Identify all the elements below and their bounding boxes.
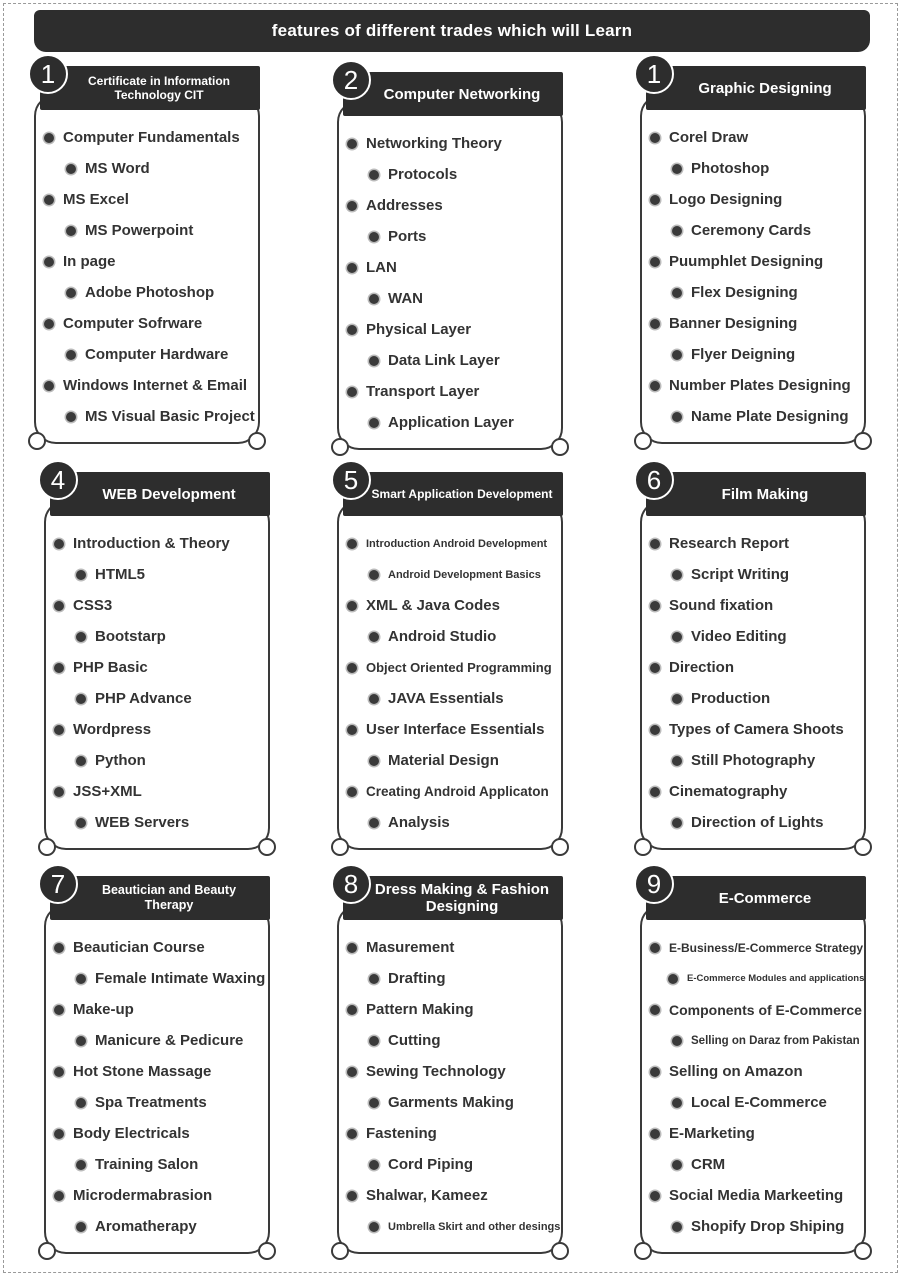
- bullet-icon: [369, 1098, 379, 1108]
- list-item: Still Photography: [650, 745, 866, 776]
- list-item: JAVA Essentials: [347, 683, 563, 714]
- list-item: WEB Servers: [54, 807, 270, 838]
- bullet-icon: [347, 201, 357, 211]
- bullet-icon: [44, 319, 54, 329]
- bullet-icon: [672, 1098, 682, 1108]
- bullet-icon: [672, 756, 682, 766]
- bullet-icon: [369, 974, 379, 984]
- bullet-icon: [76, 694, 86, 704]
- bullet-icon: [672, 1160, 682, 1170]
- bullet-icon: [54, 663, 64, 673]
- list-item: Name Plate Designing: [650, 401, 866, 432]
- bullet-icon: [369, 170, 379, 180]
- list-item: Garments Making: [347, 1087, 563, 1118]
- bullet-icon: [369, 294, 379, 304]
- list-item: E-Marketing: [650, 1118, 866, 1149]
- bullet-icon: [369, 232, 379, 242]
- item-list: [44, 122, 260, 432]
- card-title: Beautician and Beauty Therapy: [50, 876, 270, 920]
- list-item: Android Development Basics: [347, 559, 563, 590]
- bullet-icon: [650, 381, 660, 391]
- list-item: Selling on Daraz from Pakistan: [650, 1025, 866, 1056]
- list-item: PHP Basic: [54, 652, 270, 683]
- bullet-icon: [76, 818, 86, 828]
- card-cit: [30, 59, 266, 454]
- bullet-icon: [54, 1191, 64, 1201]
- card-title: Computer Networking: [343, 72, 563, 116]
- bullet-icon: [369, 756, 379, 766]
- list-item: Android Studio: [347, 621, 563, 652]
- bullet-icon: [54, 539, 64, 549]
- list-item: Local E-Commerce: [650, 1087, 866, 1118]
- list-item: Cord Piping: [347, 1149, 563, 1180]
- bullet-icon: [66, 288, 76, 298]
- bullet-icon: [54, 1067, 64, 1077]
- bullet-icon: [650, 133, 660, 143]
- list-item: Sound fixation: [650, 590, 866, 621]
- list-item: E-Business/E-Commerce Strategy: [650, 932, 866, 963]
- list-item: Ceremony Cards: [650, 215, 866, 246]
- list-item: Shalwar, Kameez: [347, 1180, 563, 1211]
- list-item: Windows Internet & Email: [44, 370, 260, 401]
- item-list: [347, 932, 563, 1242]
- card-beautician: [40, 869, 276, 1264]
- bullet-icon: [54, 601, 64, 611]
- list-item: Spa Treatments: [54, 1087, 270, 1118]
- card-title: Film Making: [646, 472, 866, 516]
- list-item: Drafting: [347, 963, 563, 994]
- list-item: XML & Java Codes: [347, 590, 563, 621]
- list-item: Protocols: [347, 159, 563, 190]
- list-item: Selling on Amazon: [650, 1056, 866, 1087]
- list-item: Python: [54, 745, 270, 776]
- list-item: Types of Camera Shoots: [650, 714, 866, 745]
- list-item: MS Word: [44, 153, 260, 184]
- list-item: Direction: [650, 652, 866, 683]
- list-item: Introduction & Theory: [54, 528, 270, 559]
- bullet-icon: [347, 325, 357, 335]
- bullet-icon: [650, 1005, 660, 1015]
- list-item: Aromatherapy: [54, 1211, 270, 1242]
- item-list: [54, 932, 270, 1242]
- bullet-icon: [66, 226, 76, 236]
- list-item: Production: [650, 683, 866, 714]
- bullet-icon: [672, 818, 682, 828]
- list-item: Flyer Deigning: [650, 339, 866, 370]
- bullet-icon: [672, 412, 682, 422]
- list-item: Cutting: [347, 1025, 563, 1056]
- list-item: Addresses: [347, 190, 563, 221]
- card-title: Dress Making & Fashion Designing: [343, 876, 563, 920]
- bullet-icon: [76, 1036, 86, 1046]
- card-title: E-Commerce: [646, 876, 866, 920]
- card-number: 9: [634, 864, 674, 904]
- item-list: [54, 528, 270, 838]
- list-item: Body Electricals: [54, 1118, 270, 1149]
- list-item: Beautician Course: [54, 932, 270, 963]
- list-item: Application Layer: [347, 407, 563, 438]
- bullet-icon: [347, 787, 357, 797]
- bullet-icon: [347, 387, 357, 397]
- bullet-icon: [672, 1036, 682, 1046]
- list-item: Corel Draw: [650, 122, 866, 153]
- list-item: Masurement: [347, 932, 563, 963]
- list-item: Fastening: [347, 1118, 563, 1149]
- list-item: Analysis: [347, 807, 563, 838]
- bullet-icon: [347, 539, 357, 549]
- bullet-icon: [650, 195, 660, 205]
- bullet-icon: [369, 1160, 379, 1170]
- list-item: CSS3: [54, 590, 270, 621]
- list-item: Computer Sofrware: [44, 308, 260, 339]
- list-item: In page: [44, 246, 260, 277]
- card-film-making: [636, 465, 872, 860]
- bullet-icon: [650, 1191, 660, 1201]
- list-item: Social Media Markeeting: [650, 1180, 866, 1211]
- bullet-icon: [44, 133, 54, 143]
- bullet-icon: [44, 195, 54, 205]
- list-item: Video Editing: [650, 621, 866, 652]
- bullet-icon: [650, 601, 660, 611]
- card-number: 4: [38, 460, 78, 500]
- card-web-development: [40, 465, 276, 860]
- card-e-commerce: [636, 869, 872, 1264]
- list-item: Bootstarp: [54, 621, 270, 652]
- bullet-icon: [650, 787, 660, 797]
- card-number: 8: [331, 864, 371, 904]
- bullet-icon: [347, 263, 357, 273]
- bullet-icon: [76, 1160, 86, 1170]
- bullet-icon: [369, 818, 379, 828]
- bullet-icon: [369, 1036, 379, 1046]
- bullet-icon: [347, 725, 357, 735]
- card-smart-application: [333, 465, 569, 860]
- bullet-icon: [76, 570, 86, 580]
- list-item: Number Plates Designing: [650, 370, 866, 401]
- bullet-icon: [650, 1067, 660, 1077]
- bullet-icon: [369, 418, 379, 428]
- list-item: Female Intimate Waxing: [54, 963, 270, 994]
- bullet-icon: [668, 974, 678, 984]
- card-networking: [333, 65, 569, 460]
- bullet-icon: [347, 601, 357, 611]
- card-title: Graphic Designing: [646, 66, 866, 110]
- bullet-icon: [650, 725, 660, 735]
- card-title: Smart Application Development: [343, 472, 563, 516]
- bullet-icon: [347, 1067, 357, 1077]
- list-item: Transport Layer: [347, 376, 563, 407]
- card-title: Certificate in Information Technology CIT: [40, 66, 260, 110]
- bullet-icon: [54, 1129, 64, 1139]
- bullet-icon: [76, 756, 86, 766]
- bullet-icon: [650, 539, 660, 549]
- bullet-icon: [369, 356, 379, 366]
- bullet-icon: [347, 139, 357, 149]
- bullet-icon: [76, 1098, 86, 1108]
- card-number: 6: [634, 460, 674, 500]
- list-item: Microdermabrasion: [54, 1180, 270, 1211]
- card-dress-making: [333, 869, 569, 1264]
- list-item: Data Link Layer: [347, 345, 563, 376]
- list-item: LAN: [347, 252, 563, 283]
- bullet-icon: [672, 694, 682, 704]
- list-item: Cinematography: [650, 776, 866, 807]
- list-item: PHP Advance: [54, 683, 270, 714]
- list-item: Make-up: [54, 994, 270, 1025]
- list-item: Physical Layer: [347, 314, 563, 345]
- list-item: Ports: [347, 221, 563, 252]
- item-list: [650, 122, 866, 432]
- list-item: Pattern Making: [347, 994, 563, 1025]
- bullet-icon: [44, 257, 54, 267]
- bullet-icon: [672, 632, 682, 642]
- card-number: 7: [38, 864, 78, 904]
- bullet-icon: [650, 1129, 660, 1139]
- bullet-icon: [369, 570, 379, 580]
- list-item: Flex Designing: [650, 277, 866, 308]
- list-item: JSS+XML: [54, 776, 270, 807]
- list-item: Shopify Drop Shiping: [650, 1211, 866, 1242]
- bullet-icon: [672, 288, 682, 298]
- bullet-icon: [44, 381, 54, 391]
- item-list: [347, 528, 563, 838]
- list-item: Computer Fundamentals: [44, 122, 260, 153]
- bullet-icon: [672, 570, 682, 580]
- bullet-icon: [347, 663, 357, 673]
- list-item: Script Writing: [650, 559, 866, 590]
- list-item: Direction of Lights: [650, 807, 866, 838]
- bullet-icon: [369, 632, 379, 642]
- bullet-icon: [650, 257, 660, 267]
- list-item: Networking Theory: [347, 128, 563, 159]
- list-item: Components of E-Commerce: [650, 994, 866, 1025]
- bullet-icon: [347, 1005, 357, 1015]
- card-number: 5: [331, 460, 371, 500]
- bullet-icon: [54, 1005, 64, 1015]
- bullet-icon: [76, 974, 86, 984]
- list-item: Adobe Photoshop: [44, 277, 260, 308]
- list-item: Puumphlet Designing: [650, 246, 866, 277]
- card-number: 2: [331, 60, 371, 100]
- list-item: Logo Designing: [650, 184, 866, 215]
- list-item: Creating Android Applicaton: [347, 776, 563, 807]
- list-item: Material Design: [347, 745, 563, 776]
- list-item: Sewing Technology: [347, 1056, 563, 1087]
- list-item: Manicure & Pedicure: [54, 1025, 270, 1056]
- bullet-icon: [66, 412, 76, 422]
- bullet-icon: [650, 319, 660, 329]
- item-list: [347, 128, 563, 438]
- list-item: MS Powerpoint: [44, 215, 260, 246]
- list-item: Umbrella Skirt and other desings: [347, 1211, 563, 1242]
- bullet-icon: [650, 943, 660, 953]
- bullet-icon: [66, 350, 76, 360]
- bullet-icon: [672, 164, 682, 174]
- bullet-icon: [54, 725, 64, 735]
- list-item: CRM: [650, 1149, 866, 1180]
- bullet-icon: [369, 1222, 379, 1232]
- list-item: User Interface Essentials: [347, 714, 563, 745]
- page-title: features of different trades which will Learn: [34, 10, 870, 52]
- bullet-icon: [347, 1191, 357, 1201]
- card-title: WEB Development: [50, 472, 270, 516]
- list-item: Object Oriented Programming: [347, 652, 563, 683]
- bullet-icon: [76, 632, 86, 642]
- list-item: Introduction Android Development: [347, 528, 563, 559]
- item-list: [650, 528, 866, 838]
- bullet-icon: [672, 226, 682, 236]
- list-item: MS Visual Basic Project: [44, 401, 260, 432]
- list-item: HTML5: [54, 559, 270, 590]
- bullet-icon: [347, 1129, 357, 1139]
- bullet-icon: [369, 694, 379, 704]
- card-graphic-designing: [636, 59, 872, 454]
- list-item: Computer Hardware: [44, 339, 260, 370]
- list-item: E-Commerce Modules and applications: [650, 963, 866, 994]
- list-item: Training Salon: [54, 1149, 270, 1180]
- bullet-icon: [650, 663, 660, 673]
- list-item: WAN: [347, 283, 563, 314]
- list-item: MS Excel: [44, 184, 260, 215]
- list-item: Hot Stone Massage: [54, 1056, 270, 1087]
- list-item: Research Report: [650, 528, 866, 559]
- bullet-icon: [672, 1222, 682, 1232]
- bullet-icon: [54, 787, 64, 797]
- bullet-icon: [54, 943, 64, 953]
- item-list: [650, 932, 866, 1242]
- list-item: Wordpress: [54, 714, 270, 745]
- card-number: 1: [634, 54, 674, 94]
- list-item: Banner Designing: [650, 308, 866, 339]
- card-number: 1: [28, 54, 68, 94]
- bullet-icon: [66, 164, 76, 174]
- bullet-icon: [672, 350, 682, 360]
- bullet-icon: [76, 1222, 86, 1232]
- bullet-icon: [347, 943, 357, 953]
- list-item: Photoshop: [650, 153, 866, 184]
